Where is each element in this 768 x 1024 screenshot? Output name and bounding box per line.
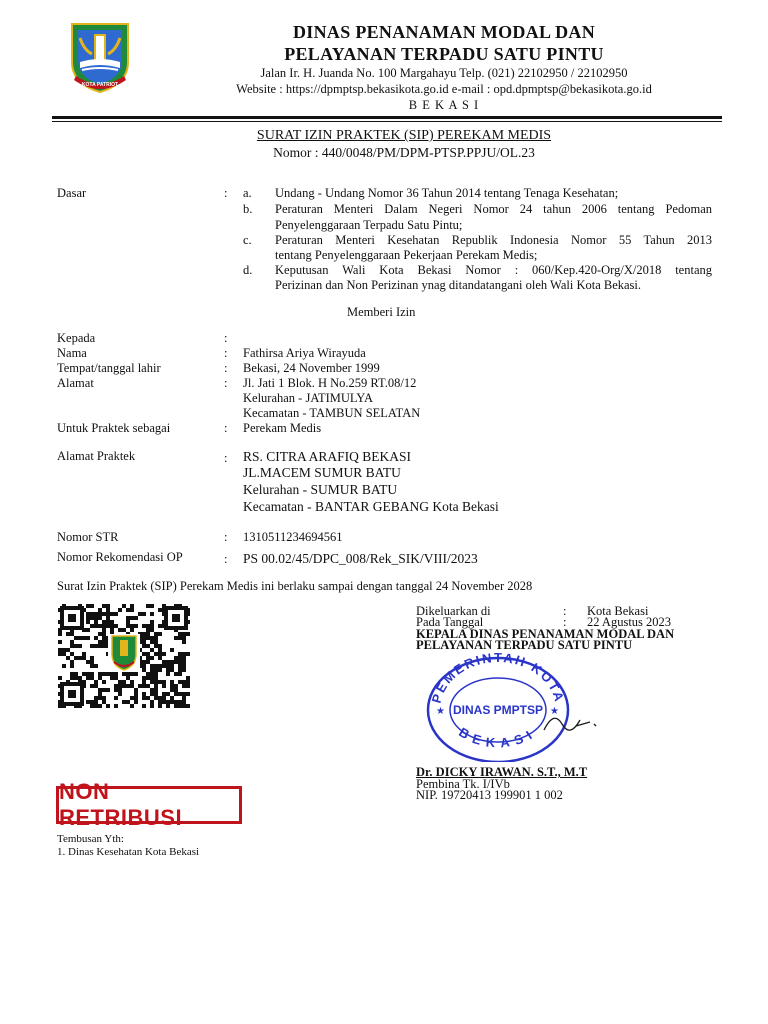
stamp-star-left-icon: ★ (436, 706, 445, 717)
dasar-item-d-letter: d. (243, 263, 253, 277)
praktek-value: Perekam Medis (243, 421, 322, 435)
alamat-praktek-line2: JL.MACEM SUMUR BATU (243, 465, 401, 480)
position-line2: PELAYANAN TERPADU SATU PINTU (416, 638, 633, 652)
header-divider-thin (52, 121, 722, 122)
document-title: SURAT IZIN PRAKTEK (SIP) PEREKAM MEDIS (256, 128, 552, 143)
dasar-item-b-line2: Penyelenggaraan Terpadu Satu Pintu; (275, 218, 463, 232)
rekom-value: PS 00.02/45/DPC_008/Rek_SIK/VIII/2023 (243, 551, 478, 566)
str-label: Nomor STR (57, 530, 119, 544)
signatory-name: Dr. DICKY IRAWAN. S.T., M.T (416, 765, 588, 779)
date-label: Pada Tanggal (416, 615, 484, 629)
alamat-praktek-label: Alamat Praktek (57, 449, 136, 463)
str-value: 1310511234694561 (243, 530, 343, 544)
praktek-colon: : (224, 421, 228, 435)
dasar-item-c-line1: Peraturan Menteri Kesehatan Republik Indonesia Nomor 55 Tahun 2013 (275, 233, 712, 247)
header-city: B E K A S I (408, 98, 480, 112)
issued-value: Kota Bekasi (587, 604, 649, 618)
validity-statement: Surat Izin Praktek (SIP) Perekam Medis ini berlaku sampai dengan tanggal 24 November 2028 (57, 579, 533, 593)
signatory-nip: NIP. 19720413 199901 1 002 (416, 788, 563, 802)
rekom-label: Nomor Rekomendasi OP (57, 550, 183, 564)
date-colon: : (563, 615, 567, 629)
dasar-item-d-line1: Keputusan Wali Kota Bekasi Nomor : 060/Kep.420-Org/X/2018 tentang (275, 263, 712, 277)
issued-colon: : (563, 604, 567, 618)
stamp-top-text: PEMERINTAH KOTA (428, 652, 568, 705)
dasar-item-b-letter: b. (243, 202, 253, 216)
qr-code (58, 604, 190, 708)
dasar-item-d-line2: Perizinan dan Non Perizinan ynag ditandatangani oleh Wali Kota Bekasi. (275, 278, 642, 292)
position-line1: KEPALA DINAS PENANAMAN MODAL DAN (416, 627, 675, 641)
non-retribusi-text: NON RETRIBUSI (59, 779, 183, 830)
kepada-label: Kepada (57, 331, 96, 345)
nama-value: Fathirsa Ariya Wirayuda (243, 346, 366, 360)
stamp-center-text: DINAS PMPTSP (452, 703, 544, 717)
rekom-colon: : (224, 552, 228, 566)
dasar-item-b-line1: Peraturan Menteri Dalam Negeri Nomor 24 tahun 2006 tentang Pedoman (275, 202, 712, 216)
alamat-praktek-line4: Kecamatan - BANTAR GEBANG Kota Bekasi (243, 499, 499, 514)
tembusan-item: 1. Dinas Kesehatan Kota Bekasi (57, 846, 200, 858)
date-value: 22 Agustus 2023 (587, 615, 672, 629)
dasar-item-c-line2: tentang Penyelenggaraan Pekerjaan Perekam Medis; (275, 248, 538, 262)
dasar-item-c-letter: c. (243, 233, 252, 247)
alamat-praktek-line3: Kelurahan - SUMUR BATU (243, 482, 398, 497)
nama-colon: : (224, 346, 228, 360)
handwritten-signature (540, 700, 600, 740)
stamp-star-right-icon: ★ (550, 706, 559, 717)
signatory-rank: Pembina Tk. I/IVb (416, 777, 510, 791)
alamat-line1: Jl. Jati 1 Blok. H No.259 RT.08/12 (243, 376, 417, 390)
alamat-line3: Kecamatan - TAMBUN SELATAN (243, 406, 421, 420)
dasar-item-a-letter: a. (243, 186, 252, 200)
praktek-label: Untuk Praktek sebagai (57, 421, 171, 435)
issued-label: Dikeluarkan di (416, 604, 491, 618)
header-divider-thick (52, 116, 722, 119)
header-address: Jalan Ir. H. Juanda No. 100 Margahayu Telp. (021) 22102950 / 22102950 (260, 66, 628, 80)
ttl-colon: : (224, 361, 228, 375)
stamp-bottom-text: BEKASI (456, 724, 540, 751)
alamat-colon: : (224, 376, 228, 390)
tembusan-label: Tembusan Yth: (57, 833, 124, 845)
document-number: Nomor : 440/0048/PM/DPM-PTSP.PPJU/OL.23 (273, 145, 535, 160)
ttl-value: Bekasi, 24 November 1999 (243, 361, 380, 375)
alamat-praktek-colon: : (224, 451, 228, 465)
svg-text:BEKASI (456, 724, 539, 750)
header-title-line1: DINAS PENANAMAN MODAL DAN (293, 22, 595, 42)
header-website: Website : https://dpmptsp.bekasikota.go.id e-mail : opd.dpmptsp@bekasikota.go.id (236, 82, 652, 96)
alamat-label: Alamat (57, 376, 94, 390)
logo-ribbon-text: KOTA PATRIOT (81, 82, 119, 88)
dasar-item-a-text: Undang - Undang Nomor 36 Tahun 2014 tentang Tenaga Kesehatan; (275, 186, 619, 200)
alamat-praktek-line1: RS. CITRA ARAFIQ BEKASI (243, 449, 412, 464)
kepada-colon: : (224, 331, 228, 345)
nama-label: Nama (57, 346, 87, 360)
dasar-colon: : (224, 186, 228, 200)
dasar-label: Dasar (57, 186, 87, 200)
non-retribusi-badge (56, 779, 242, 830)
ttl-label: Tempat/tanggal lahir (57, 361, 161, 375)
alamat-line2: Kelurahan - JATIMULYA (243, 391, 373, 405)
memberi-izin-heading: Memberi Izin (347, 305, 416, 319)
header-title-line2: PELAYANAN TERPADU SATU PINTU (284, 44, 604, 64)
str-colon: : (224, 530, 228, 544)
